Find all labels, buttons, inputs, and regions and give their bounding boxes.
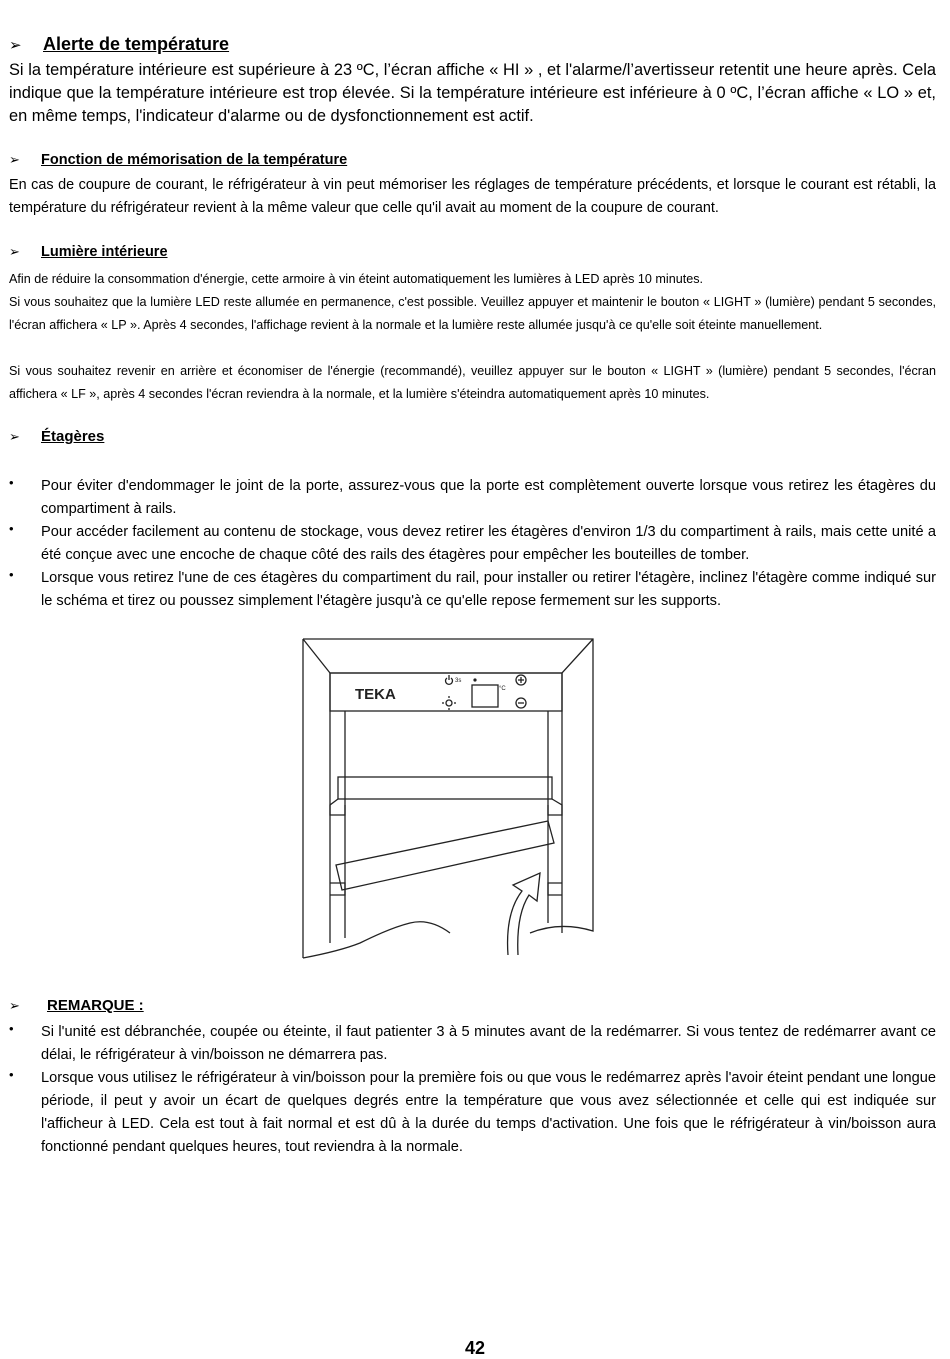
section-title: Étagères [41, 428, 105, 445]
top-shelf [338, 777, 552, 799]
section-heading-temperature-alert [9, 34, 229, 55]
section-heading-interior-light [9, 244, 168, 260]
temperature-memory-paragraph: En cas de coupure de courant, le réfrigérateur à vin peut mémoriser les réglages de température précédents, et lorsque le courant est rétabli, la température du réfrigérateur revient à la même valeur que celle qu'il avait au moment de la coupure de courant. [9, 177, 936, 216]
bullet-icon: • [9, 567, 14, 582]
indicator-dot [473, 678, 476, 681]
arrow-bullet-icon: ➢ [9, 245, 20, 260]
page-number: 42 [464, 1338, 486, 1358]
arrow-bullet-icon: ➢ [9, 999, 20, 1014]
tilted-shelf [336, 821, 554, 890]
bullet-icon: • [9, 475, 14, 490]
temperature-alert-paragraph: Si la température intérieure est supérieure à 23 ºC, l’écran affiche « HI » , et l'alarme/l’avertisseur retentit une heure après. Cela indique que la température intérieure est trop élevée. Si la température intérieure est inférieure à 0 ºC, l’écran affiche « LO » et, en même temps, l'indicateur d'alarme ou de dysfonctionnement est actif. [9, 61, 936, 125]
arrow-bullet-icon: ➢ [9, 430, 20, 445]
curved-arrow-icon [508, 873, 540, 955]
arrow-bullet-icon: ➢ [9, 36, 22, 54]
section-title: Fonction de mémorisation de la température [41, 152, 348, 168]
interior-light-paragraph-1: Afin de réduire la consommation d'énergie, cette armoire à vin éteint automatiquement les lumières à LED après 10 minutes. [9, 272, 704, 286]
bullet-icon: • [9, 1067, 14, 1082]
degree-label: °C [499, 686, 506, 692]
section-title: Alerte de température [43, 34, 230, 54]
power-label: 3s [455, 678, 462, 684]
arrow-bullet-icon: ➢ [9, 153, 20, 168]
list-item [9, 567, 936, 613]
list-item [9, 521, 936, 567]
shelf-removal-diagram [300, 633, 596, 963]
list-item [9, 1067, 936, 1159]
section-heading-shelves [9, 428, 104, 445]
section-heading-remark [9, 997, 144, 1014]
list-item [9, 1021, 936, 1067]
interior-light-paragraph-2: Si vous souhaitez que la lumière LED reste allumée en permanence, c'est possible. Veuillez appuyer et maintenir le bouton « LIGHT » (lumière) pendant 5 secondes, l'écran affichera « LP ». Après 4 secondes, l'affichage revient à la normale et la lumière reste allumée jusqu'à ce qu'elle soit éteinte manuellement. [9, 295, 936, 332]
list-item [9, 475, 936, 521]
brand-logo: TEKA [355, 686, 396, 703]
light-bulb-icon [446, 700, 452, 706]
temperature-display [472, 685, 498, 707]
interior-light-paragraph-3: Si vous souhaitez revenir en arrière et économiser de l'énergie (recommandé), veuillez appuyer sur le bouton « LIGHT » (lumière) pendant 5 secondes, l'écran affichera « LF », après 4 secondes l'écran reviendra à la normale, et la lumière s'éteindra automatiquement après 10 minutes. [9, 364, 936, 401]
section-title: REMARQUE : [47, 997, 144, 1014]
bullet-icon: • [9, 521, 14, 536]
section-heading-temperature-memory [9, 152, 347, 168]
list-item-text: Pour éviter d'endommager le joint de la porte, assurez-vous que la porte est complètement ouverte lorsque vous retirez les étagères du compartiment à rails. [41, 478, 936, 517]
list-item-text: Lorsque vous utilisez le réfrigérateur à vin/boisson pour la première fois ou que vous le redémarrez après l'avoir éteint pendant une longue période, il peut y avoir un écart de quelques degrés entre la température que vous avez sélectionnée et celle qui est indiquée sur l'afficheur à LED. Cela est tout à fait normal et est dû à la durée du temps d'activation. Une fois que le réfrigérateur à vin/boisson aura fonctionné pendant quelques heures, tout reviendra à la normale. [41, 1070, 936, 1155]
section-title: Lumière intérieure [41, 244, 168, 260]
bullet-icon: • [9, 1021, 14, 1036]
shelf-removal-svg [300, 633, 596, 963]
list-item-text: Pour accéder facilement au contenu de stockage, vous devez retirer les étagères d'environ 1/3 du compartiment à rails, mais cette unité a été conçue avec une encoche de chaque côté des rails des étagères pour empêcher les bouteilles de tomber. [41, 524, 936, 563]
list-item-text: Si l'unité est débranchée, coupée ou éteinte, il faut patienter 3 à 5 minutes avant de la redémarrer. Si vous tentez de redémarrer avant ce délai, le réfrigérateur à vin/boisson ne démarrera pas. [41, 1024, 936, 1063]
list-item-text: Lorsque vous retirez l'une de ces étagères du compartiment du rail, pour installer ou retirer l'étagère, inclinez l'étagère comme indiqué sur le schéma et tirez ou poussez simplement l'étagère jusqu'à ce qu'elle repose fermement sur les supports. [41, 570, 936, 609]
